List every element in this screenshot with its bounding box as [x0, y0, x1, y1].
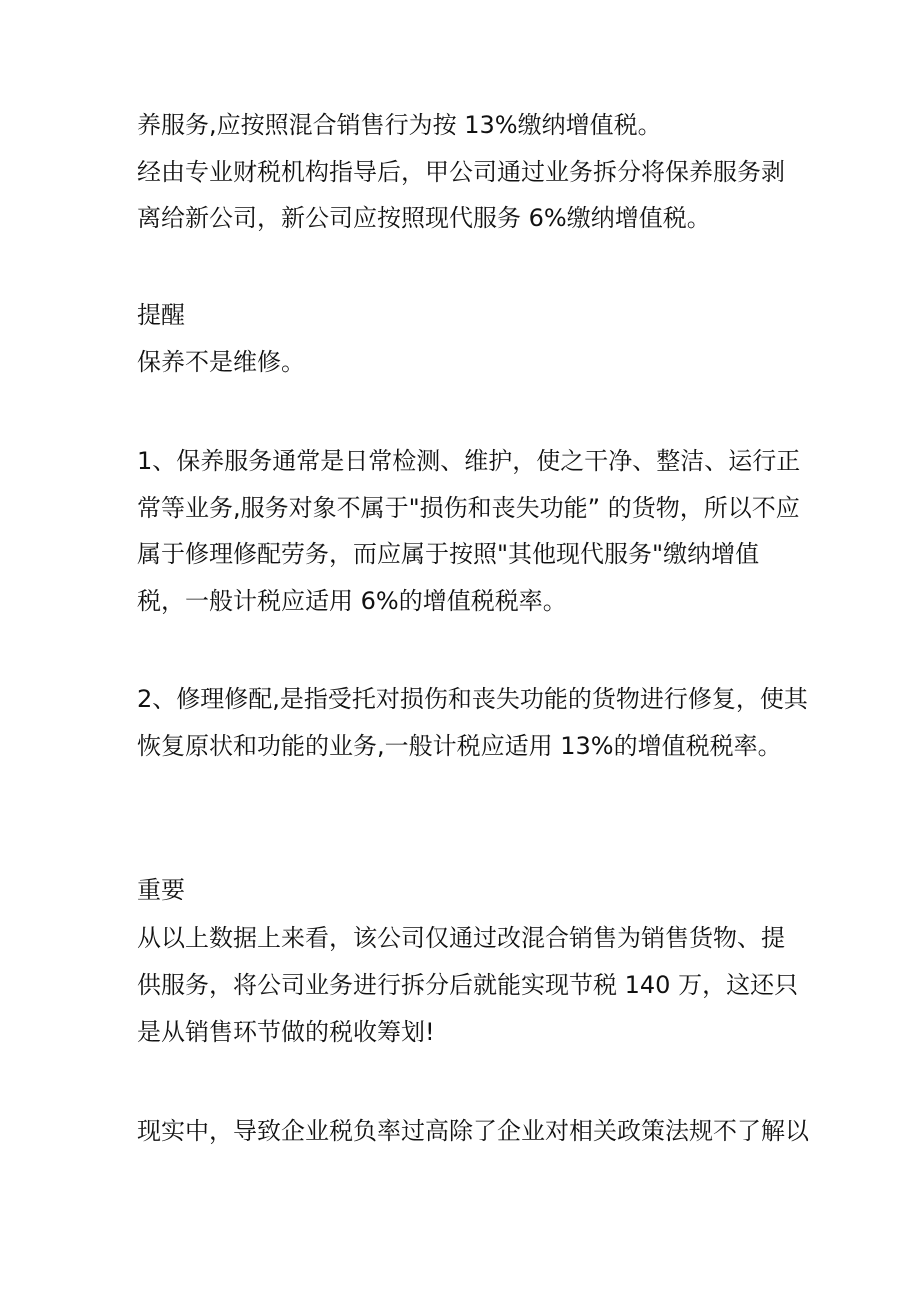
reality-line-1: 现实中，导致企业税负率过高除了企业对相关政策法规不了解以: [137, 1117, 809, 1145]
intro-line-3: 离给新公司，新公司应按照现代服务 6%缴纳增值税。: [137, 204, 711, 232]
point2-line-2: 恢复原状和功能的业务,一般计税应适用 13%的增值税税率。: [137, 732, 782, 760]
point1-line-4: 税，一般计税应适用 6%的增值税税率。: [137, 587, 567, 615]
important-heading: 重要: [137, 876, 185, 904]
reminder-text: 保养不是维修。: [137, 348, 305, 376]
important-line-1: 从以上数据上来看，该公司仅通过改混合销售为销售货物、提: [137, 924, 785, 952]
important-line-2: 供服务，将公司业务进行拆分后就能实现节税 140 万，这还只: [137, 971, 799, 999]
point2-line-1: 2、修理修配,是指受托对损伤和丧失功能的货物进行修复，使其: [137, 685, 808, 713]
point1-line-1: 1、保养服务通常是日常检测、维护，使之干净、整洁、运行正: [137, 447, 801, 475]
intro-line-2: 经由专业财税机构指导后，甲公司通过业务拆分将保养服务剥: [137, 158, 785, 186]
reminder-heading: 提醒: [137, 301, 185, 329]
important-line-3: 是从销售环节做的税收筹划!: [137, 1018, 435, 1046]
point1-line-3: 属于修理修配劳务，而应属于按照"其他现代服务"缴纳增值: [137, 540, 760, 568]
intro-line-1: 养服务,应按照混合销售行为按 13%缴纳增值税。: [137, 111, 662, 139]
point1-line-2: 常等业务,服务对象不属于"损伤和丧失功能” 的货物，所以不应: [137, 494, 800, 522]
